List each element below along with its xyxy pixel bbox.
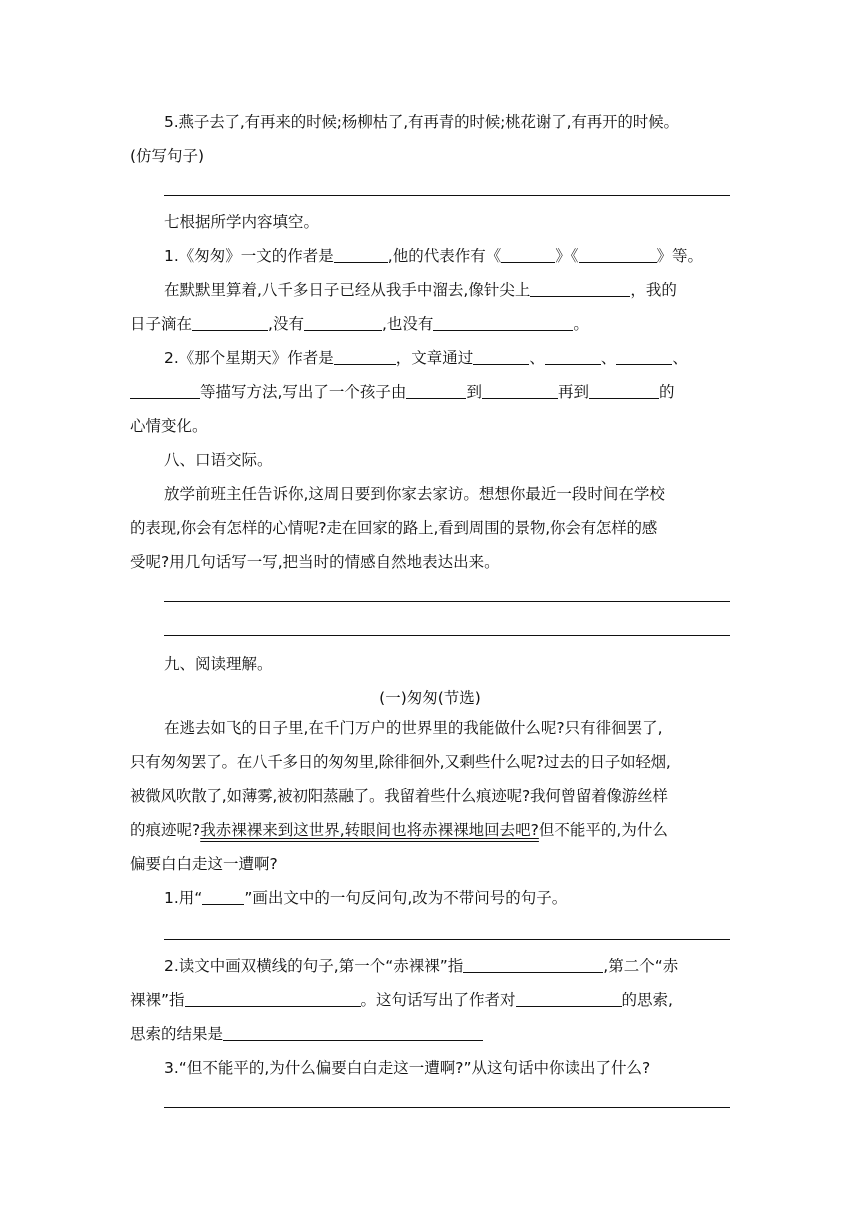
fill-blank[interactable]: [616, 348, 672, 365]
text: 》等。: [656, 247, 704, 265]
text: 》《: [555, 247, 579, 265]
s9-q1: [164, 887, 567, 909]
fill-blank[interactable]: [334, 348, 396, 365]
fill-blank[interactable]: [530, 280, 630, 297]
section8-heading: 八、口语交际。: [164, 451, 273, 469]
s9-q2-line2: [130, 989, 673, 1011]
text: 1.《匆匆》一文的作者是: [164, 247, 334, 265]
text: 、: [600, 349, 617, 367]
text: 1.用“: [164, 889, 203, 907]
text: 的思索,: [621, 991, 673, 1009]
s8-para-line: 受呢?用几句话写一写,把当时的情感自然地表达出来。: [130, 553, 500, 571]
answer-line[interactable]: [164, 601, 730, 602]
text: 、: [529, 349, 545, 367]
fill-blank[interactable]: [334, 246, 388, 263]
text: 。这句话写出了作者对: [360, 991, 516, 1009]
answer-line[interactable]: [164, 195, 730, 196]
passage-line: 在逃去如飞的日子里,在千门万户的世界里的我能做什么呢?只有徘徊罢了,: [164, 719, 663, 737]
fill-blank[interactable]: [185, 990, 361, 1007]
fill-blank[interactable]: [482, 382, 558, 399]
text: 裸裸”指: [130, 991, 185, 1009]
fill-blank[interactable]: [589, 382, 659, 399]
answer-line[interactable]: [164, 635, 730, 636]
text: ”画出文中的一句反问句,改为不带问号的句子。: [244, 889, 568, 907]
text: ,第二个“赤: [603, 957, 679, 975]
s7-item1-line2: [164, 279, 677, 301]
s7-item1-line3: [130, 313, 589, 335]
s7-item2-line2: [130, 381, 674, 403]
passage-line: 偏要白白走这一遭啊?: [130, 855, 278, 873]
text: 2.读文中画双横线的句子,第一个“赤裸裸”指: [164, 957, 464, 975]
text: 的: [658, 383, 675, 401]
fill-blank[interactable]: [463, 956, 603, 973]
fill-blank[interactable]: [473, 348, 529, 365]
q5-line1: 5.燕子去了,有再来的时候;杨柳枯了,有再青的时候;桃花谢了,有再开的时候。: [164, 113, 679, 131]
text: 再到: [557, 383, 589, 401]
text: 2.《那个星期天》作者是: [164, 349, 334, 367]
fill-blank[interactable]: [406, 382, 466, 399]
s7-item2-line1: [164, 347, 688, 369]
text: ,没有: [268, 315, 304, 333]
text: 到: [466, 383, 482, 401]
fill-blank[interactable]: [304, 314, 382, 331]
section7-heading: 七根据所学内容填空。: [164, 213, 320, 231]
text: ,他的代表作有《: [387, 247, 502, 265]
s7-item2-line3: 心情变化。: [130, 417, 208, 435]
passage-line: 只有匆匆罢了。在八千多日的匆匆里,除徘徊外,又剩些什么呢?过去的日子如轻烟,: [130, 753, 671, 771]
s7-item1-line1: [164, 245, 703, 267]
text: ,也没有: [381, 315, 434, 333]
text: 思索的结果是: [130, 1025, 224, 1043]
text: ，文章通过: [395, 349, 474, 367]
fill-blank[interactable]: [433, 314, 573, 331]
fill-blank[interactable]: [516, 990, 622, 1007]
s9-q3: 3.“但不能平的,为什么偏要白白走这一遭啊?”从这句话中你读出了什么?: [164, 1059, 651, 1077]
q5-line2: (仿写句子): [130, 147, 205, 165]
double-underlined-sentence: 我赤裸裸来到这世界,转眼间也将赤裸裸地回去吧?: [200, 821, 539, 839]
passage-title: (一)匆匆(节选): [379, 689, 481, 707]
text: 在默默里算着,八千多日子已经从我手中溜去,像针尖上: [164, 281, 531, 299]
text: 但不能平的,为什么: [538, 821, 668, 839]
fill-blank[interactable]: [501, 246, 555, 263]
text: 。: [573, 315, 589, 333]
fill-blank[interactable]: [192, 314, 268, 331]
answer-line[interactable]: [164, 1107, 730, 1108]
s8-para-line: 的表现,你会有怎样的心情呢?走在回家的路上,看到周围的景物,你会有怎样的感: [130, 519, 658, 537]
s9-q2-line3: [130, 1023, 483, 1045]
fill-blank[interactable]: [545, 348, 601, 365]
fill-blank[interactable]: [223, 1024, 483, 1041]
s8-para-line: 放学前班主任告诉你,这周日要到你家去家访。想想你最近一段时间在学校: [164, 485, 665, 503]
underline-sample: [202, 888, 244, 905]
section9-heading: 九、阅读理解。: [164, 655, 273, 673]
fill-blank[interactable]: [579, 246, 657, 263]
text: 日子滴在: [130, 315, 193, 333]
answer-line[interactable]: [164, 939, 730, 940]
text: 等描写方法,写出了一个孩子由: [200, 383, 407, 401]
s9-q2-line1: [164, 955, 678, 977]
text: 的痕迹呢?: [130, 821, 201, 839]
passage-line: [130, 819, 668, 841]
text: 、: [672, 349, 688, 367]
passage-line: 被微风吹散了,如薄雾,被初阳蒸融了。我留着些什么痕迹呢?我何曾留着像游丝样: [130, 787, 668, 805]
fill-blank[interactable]: [130, 382, 200, 399]
text: ，我的: [630, 281, 677, 299]
